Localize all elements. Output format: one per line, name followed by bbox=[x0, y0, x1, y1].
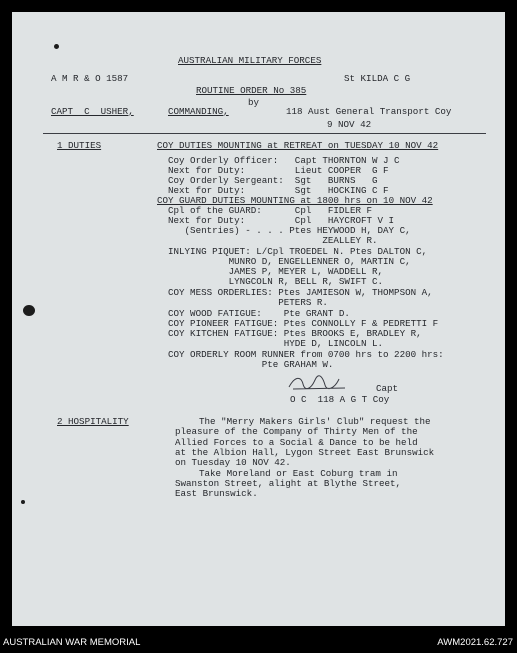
commanding-label: COMMANDING, bbox=[168, 106, 229, 117]
punch-hole-middle bbox=[23, 305, 35, 316]
duty-line: JAMES P, MEYER L, WADDELL R, bbox=[168, 266, 384, 277]
hospitality-line: on Tuesday 10 NOV 42. bbox=[175, 457, 291, 468]
duty-line: COY KITCHEN FATIGUE: Ptes BROOKS E, BRADLEY R, bbox=[168, 328, 422, 339]
unit-name: 118 Aust General Transport Coy bbox=[286, 106, 452, 117]
duty-line: COY ORDERLY ROOM RUNNER from 0700 hrs to 2200 hrs: bbox=[168, 349, 444, 360]
order-number: ROUTINE ORDER No 385 bbox=[196, 85, 307, 96]
location: St KILDA C G bbox=[344, 73, 411, 84]
duty-line: Coy Orderly Sergeant: Sgt BURNS G bbox=[168, 175, 378, 186]
duties-title: COY DUTIES MOUNTING at RETREAT on TUESDAY 10 NOV 42 bbox=[157, 140, 439, 151]
duty-line: Next for Duty: Lieut COOPER G F bbox=[168, 165, 389, 176]
duty-line: Coy Orderly Officer: Capt THORNTON W J C bbox=[168, 155, 400, 166]
duty-line: COY WOOD FATIGUE: Pte GRANT D. bbox=[168, 308, 350, 319]
duty-line: COY GUARD DUTIES MOUNTING at 1800 hrs on 10 NOV 42 bbox=[157, 195, 433, 206]
duty-line: ZEALLEY R. bbox=[168, 235, 378, 246]
footer-credit: AUSTRALIAN WAR MEMORIAL bbox=[3, 637, 141, 648]
duty-line: HYDE D, LINCOLN L. bbox=[168, 338, 384, 349]
duty-line: Cpl of the GUARD: Cpl FIDLER F bbox=[168, 205, 372, 216]
duty-line: LYNGCOLN R, BELL R, SWIFT C. bbox=[168, 276, 384, 287]
hospitality-line: pleasure of the Company of Thirty Men of the bbox=[175, 426, 418, 437]
duty-line: INLYING PIQUET: L/Cpl TROEDEL N. Ptes DALTON C, bbox=[168, 246, 428, 257]
section-heading-duties: 1 DUTIES bbox=[57, 140, 102, 151]
order-date: 9 NOV 42 bbox=[327, 119, 372, 130]
hospitality-line: Allied Forces to a Social & Dance to be held bbox=[175, 437, 418, 448]
hospitality-line: The "Merry Makers Girls' Club" request the bbox=[199, 416, 431, 427]
section-heading-hospitality: 2 HOSPITALITY bbox=[57, 416, 129, 427]
header-rule bbox=[43, 133, 486, 134]
hospitality-line: Take Moreland or East Coburg tram in bbox=[199, 468, 398, 479]
duty-line: (Sentries) - . . . Ptes HEYWOOD H, DAY C, bbox=[168, 225, 411, 236]
duty-line: COY MESS ORDERLIES: Ptes JAMIESON W, THOMPSON A, bbox=[168, 287, 433, 298]
duty-line: Next for Duty: Sgt HOCKING C F bbox=[168, 185, 389, 196]
hospitality-line: at the Albion Hall, Lygon Street East Brunswick bbox=[175, 447, 435, 458]
signature-unit: O C 118 A G T Coy bbox=[290, 394, 390, 405]
punch-hole-top bbox=[54, 44, 59, 49]
by-line: by bbox=[248, 97, 260, 108]
punch-hole-bottom bbox=[21, 500, 25, 504]
reference-number: A M R & O 1587 bbox=[51, 73, 129, 84]
duty-line: Next for Duty: Cpl HAYCROFT V I bbox=[168, 215, 395, 226]
signature-rank: Capt bbox=[376, 383, 399, 394]
duty-line: MUNRO D, ENGELLENNER O, MARTIN C, bbox=[168, 256, 411, 267]
handwritten-signature bbox=[285, 374, 355, 392]
duty-line: Pte GRAHAM W. bbox=[168, 359, 334, 370]
hospitality-line: Swanston Street, alight at Blythe Street, bbox=[175, 478, 402, 489]
hospitality-line: East Brunswick. bbox=[175, 488, 258, 499]
footer-accession: AWM2021.62.727 bbox=[437, 637, 513, 648]
officer-name: CAPT C USHER, bbox=[51, 106, 134, 117]
document-title: AUSTRALIAN MILITARY FORCES bbox=[178, 55, 322, 66]
duty-line: PETERS R. bbox=[168, 297, 328, 308]
duty-line: COY PIONEER FATIGUE: Ptes CONNOLLY F & PEDRETTI F bbox=[168, 318, 439, 329]
